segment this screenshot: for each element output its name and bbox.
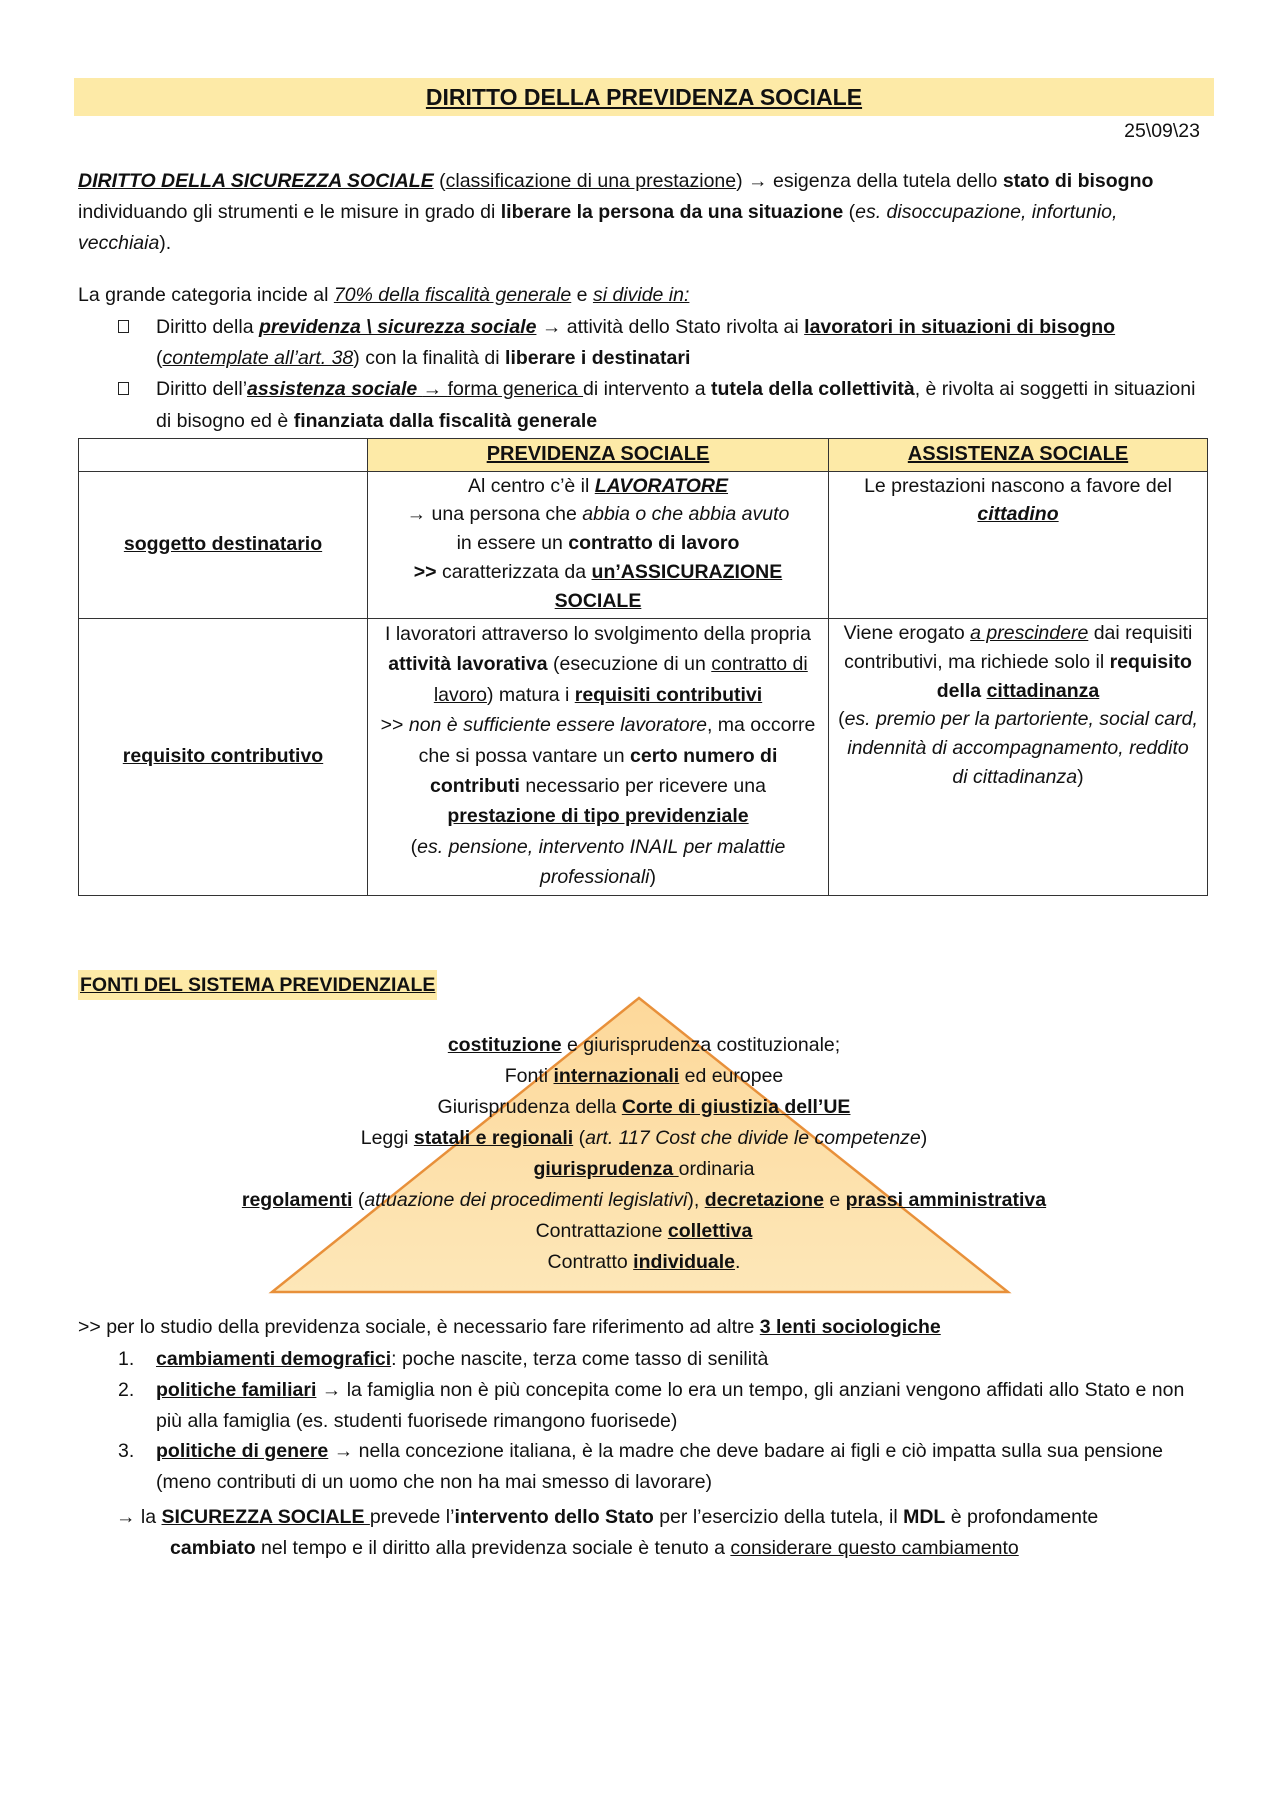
fonti-text: attuazione dei procedimenti legislativi: [364, 1189, 688, 1211]
list-term: cambiamenti demografici: [156, 1348, 392, 1370]
fonti-level: [74, 1154, 1214, 1185]
cell-text: non è sufficiente essere lavoratore: [408, 714, 707, 737]
cell-text: abbia o che abbia avuto: [582, 503, 790, 526]
fonti-text: prassi amministrativa: [845, 1189, 1047, 1211]
square-bullet-icon: [118, 382, 129, 395]
fonti-text: costituzione: [447, 1034, 562, 1056]
cell-requisiti: requisiti contributivi: [574, 683, 763, 706]
page-title: DIRITTO DELLA PREVIDENZA SOCIALE: [425, 84, 863, 110]
conclusion-paragraph: [116, 1502, 1216, 1564]
title-bar: [74, 78, 1214, 116]
fonti-text: (: [352, 1189, 365, 1211]
fonti-text: Corte di giustizia dell’UE: [621, 1096, 851, 1118]
bullet-list: [116, 312, 1210, 437]
intro-liberare: liberare la persona da una situazione: [500, 201, 844, 224]
fonti-level: [74, 1123, 1214, 1154]
cell-text: Al centro c’è il: [467, 474, 595, 497]
bullet-workers: lavoratori in situazioni di bisogno: [804, 316, 1116, 338]
list-number: 1.: [118, 1348, 135, 1370]
intro-text: (: [843, 201, 856, 224]
bullet-term: previdenza \ sicurezza sociale: [258, 316, 537, 338]
conclusion-text: è profondamente: [945, 1506, 1099, 1528]
cell-text: caratterizzata da: [436, 561, 592, 584]
cell-text: requisito della: [936, 650, 1192, 702]
cell-text: (: [410, 835, 418, 858]
table-header-assistenza: ASSISTENZA SOCIALE: [829, 439, 1208, 472]
bullet-forma: forma generica: [447, 378, 584, 401]
intro-stato: stato di bisogno: [1002, 170, 1154, 192]
cell-text: ): [1077, 766, 1084, 789]
intro-examples: es. disoccupazione, infortunio, vecchiaia: [78, 201, 1118, 255]
cell-text: >>: [380, 714, 409, 737]
fonti-text: .: [735, 1251, 741, 1273]
category-paragraph: [78, 280, 1208, 311]
intro-text: individuando gli strumenti e le misure in grado di: [78, 201, 501, 224]
fonti-text: Fonti: [504, 1065, 554, 1087]
bullet-text: Diritto della: [156, 316, 259, 338]
category-text: e: [571, 284, 593, 306]
cell-lavoratore: LAVORATORE: [594, 474, 729, 497]
fonti-text: e: [823, 1189, 846, 1211]
bullet-text: di intervento a: [583, 378, 711, 401]
conclusion-text: nel tempo e il diritto alla previdenza sociale è tenuto a: [255, 1537, 731, 1560]
cell-text: in essere un: [456, 532, 569, 555]
fonti-text: ordinaria: [678, 1158, 755, 1180]
lenti-list: [116, 1344, 1210, 1498]
cell-contratto: contratto di lavoro: [568, 532, 740, 555]
cell-prestazione: prestazione di tipo previdenziale: [447, 805, 749, 828]
table-header-row: [79, 439, 1208, 472]
fonti-level: [74, 1247, 1214, 1278]
intro-text: ).: [159, 232, 172, 255]
list-text: : poche nascite, terza come tasso di senilità: [391, 1348, 769, 1370]
cell-text: a prescindere: [970, 621, 1089, 644]
cell-text: attività lavorativa: [388, 653, 548, 676]
cell-text: Le prestazioni nascono a favore del: [864, 474, 1172, 497]
bullet-text: (: [156, 347, 163, 370]
fonti-level: [74, 1030, 1214, 1061]
comparison-table: [78, 438, 1208, 896]
section-title-fonti: FONTI DEL SISTEMA PREVIDENZIALE: [78, 970, 437, 1000]
category-percent: 70% della fiscalità generale: [333, 284, 572, 306]
fonti-text: Contrattazione: [535, 1220, 668, 1242]
cell-assistenza-requisito: [829, 618, 1208, 895]
list-item: [116, 1436, 1210, 1498]
bullet-text: Diritto dell’: [156, 378, 248, 401]
intro-classification: classificazione di una prestazione: [445, 170, 737, 192]
conclusion-text: SICUREZZA SOCIALE: [161, 1506, 370, 1528]
list-term: politiche familiari: [156, 1378, 317, 1401]
cell-cittadino: cittadino: [977, 503, 1059, 526]
lenti-intro: [78, 1312, 1218, 1343]
fonti-text: collettiva: [667, 1220, 753, 1242]
cell-assicurazione: un’ASSICURAZIONE SOCIALE: [554, 561, 783, 613]
table-row: [79, 618, 1208, 895]
list-number: 3.: [118, 1440, 135, 1463]
bullet-tutela: tutela della collettività: [710, 378, 915, 401]
fonti-text: decretazione: [704, 1189, 824, 1211]
fonti-text: giurisprudenza: [533, 1158, 679, 1180]
fonti-text: ed europee: [679, 1065, 784, 1087]
cell-text: I lavoratori attraverso lo svolgimento della propria: [385, 622, 811, 645]
conclusion-line: [116, 1502, 1216, 1533]
square-bullet-icon: [118, 320, 129, 333]
cell-text: Viene erogato: [843, 621, 971, 644]
fonti-level: [74, 1216, 1214, 1247]
fonti-text: Leggi: [360, 1127, 414, 1149]
list-item: [116, 312, 1210, 374]
bullet-text: ) con la finalità di: [353, 347, 506, 370]
lenti-text: >> per lo studio della previdenza sociale, è necessario fare riferimento ad altre: [78, 1316, 760, 1338]
row-head-requisito: requisito contributivo: [79, 618, 368, 895]
lenti-count: 3 lenti sociologiche: [759, 1316, 941, 1338]
page-date: 25\09\23: [1124, 120, 1200, 142]
list-text: → nella concezione italiana, è la madre che deve badare ai figli e ciò impatta sulla sua pensione (meno contributi di un uomo che non ha mai smesso di lavorare): [156, 1440, 1163, 1494]
bullet-text: , è rivolta ai soggetti in situazioni di bisogno ed è: [156, 378, 1196, 432]
bullet-finanziata: finanziata dalla fiscalità generale: [293, 409, 598, 432]
cell-text: (esecuzione di un: [547, 653, 712, 676]
bullet-liberare: liberare i destinatari: [505, 347, 691, 370]
cell-text: contratto di lavoro: [433, 653, 808, 706]
cell-assistenza-soggetto: [829, 471, 1208, 618]
bullet-arrow: →: [422, 378, 448, 401]
bullet-art: contemplate all’art. 38: [162, 347, 354, 370]
cell-text: >>: [413, 561, 437, 584]
fonti-text: internazionali: [553, 1065, 680, 1087]
cell-text: ) matura i: [486, 683, 575, 706]
category-divide: si divide in:: [592, 284, 690, 306]
fonti-text: statali e regionali: [413, 1127, 574, 1149]
cell-text: , ma occorre che si possa vantare un: [418, 714, 816, 767]
intro-text: ) → esigenza della tutela dello: [736, 170, 1003, 192]
fonti-text: art. 117 Cost che divide le competenze: [585, 1127, 921, 1149]
fonti-pyramid-list: [74, 1030, 1214, 1278]
list-number: 2.: [118, 1378, 135, 1401]
fonti-text: ): [920, 1127, 928, 1149]
table-header-previdenza: PREVIDENZA SOCIALE: [368, 439, 829, 472]
intro-term: DIRITTO DELLA SICUREZZA SOCIALE: [78, 170, 434, 192]
conclusion-text: → la: [116, 1506, 162, 1528]
fonti-text: regolamenti: [241, 1189, 353, 1211]
conclusion-text: MDL: [903, 1506, 946, 1528]
bullet-term: assistenza sociale: [247, 378, 423, 401]
cell-text: dai requisiti contributivi, ma richiede solo il: [844, 621, 1193, 673]
cell-text: es. pensione, intervento INAIL per malattie professionali: [417, 835, 786, 889]
fonti-level: [74, 1185, 1214, 1216]
conclusion-line: [116, 1533, 1216, 1564]
list-item: [116, 1344, 1210, 1375]
intro-paragraph: [78, 166, 1208, 260]
list-item: [116, 374, 1210, 436]
bullet-text: → attività dello Stato rivolta ai: [536, 316, 805, 338]
conclusion-text: intervento dello Stato: [454, 1506, 654, 1528]
intro-text: (: [433, 170, 446, 192]
cell-text: certo numero di contributi: [430, 744, 778, 797]
table-row: [79, 471, 1208, 618]
cell-cittadinanza: cittadinanza: [986, 679, 1100, 702]
cell-text: ): [649, 866, 656, 889]
fonti-text: ),: [687, 1189, 705, 1211]
cell-previdenza-requisito: [368, 618, 829, 895]
fonti-text: individuale: [633, 1251, 736, 1273]
cell-text: es. premio per la partoriente, social card, indennità di accompagnamento, reddito di cittadinanza: [844, 708, 1198, 789]
list-item: [116, 1375, 1210, 1437]
cell-text: necessario per ricevere una: [519, 774, 766, 797]
conclusion-text: prevede l’: [369, 1506, 455, 1528]
conclusion-text: per l’esercizio della tutela, il: [653, 1506, 904, 1528]
fonti-text: e giurisprudenza costituzionale;: [561, 1034, 841, 1056]
conclusion-text: considerare questo cambiamento: [730, 1537, 1019, 1560]
fonti-text: (: [573, 1127, 586, 1149]
list-text: → la famiglia non è più concepita come lo era un tempo, gli anziani vengono affidati allo Stato e non più alla famiglia (es. studenti fuorisede rimangono fuorisede): [156, 1378, 1185, 1432]
fonti-level: [74, 1092, 1214, 1123]
table-header-empty: [79, 439, 368, 472]
fonti-text: Contratto: [547, 1251, 634, 1273]
conclusion-text: cambiato: [170, 1537, 256, 1560]
fonti-level: [74, 1061, 1214, 1092]
cell-previdenza-soggetto: [368, 471, 829, 618]
category-text: La grande categoria incide al: [78, 284, 334, 306]
fonti-text: Giurisprudenza della: [437, 1096, 622, 1118]
list-term: politiche di genere: [156, 1440, 329, 1463]
row-head-soggetto: soggetto destinatario: [79, 471, 368, 618]
cell-text: → una persona che: [406, 503, 583, 526]
cell-text: (: [838, 708, 845, 731]
